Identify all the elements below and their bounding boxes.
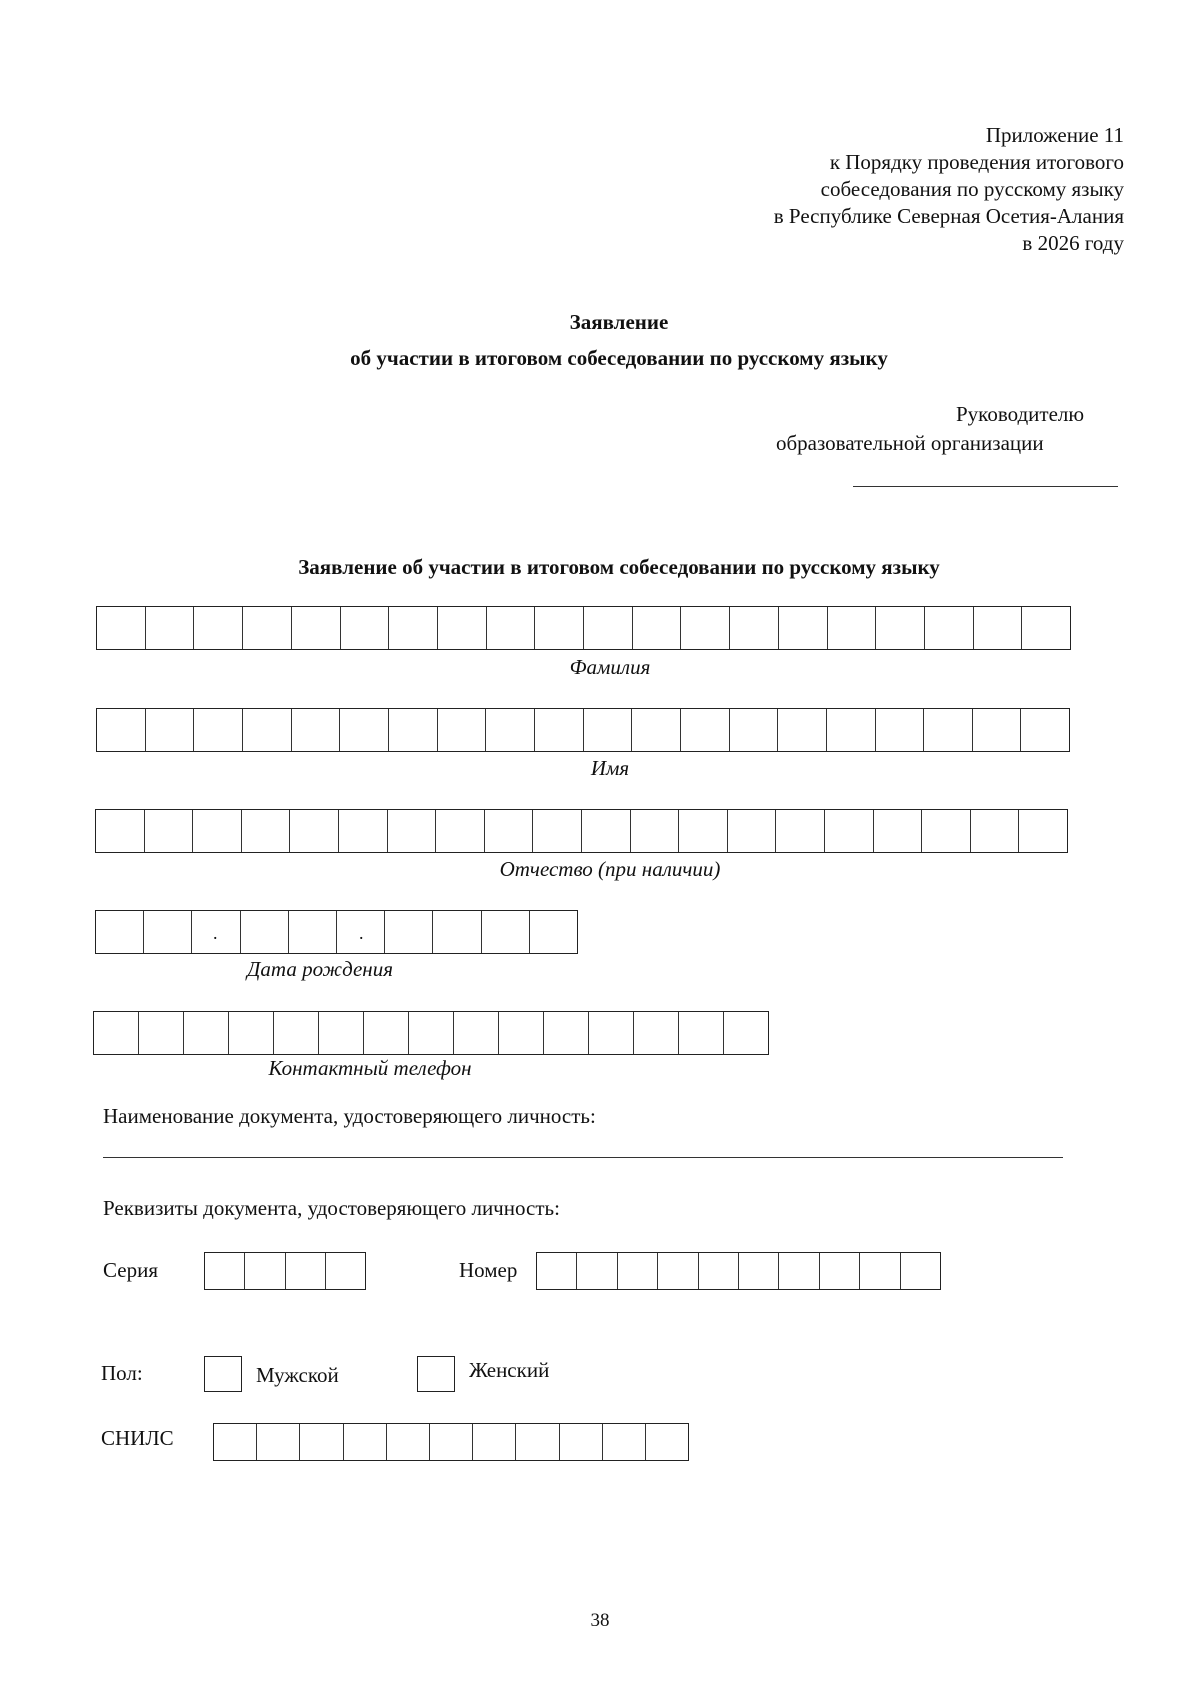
input-cell[interactable]	[273, 1012, 318, 1054]
input-cell[interactable]	[481, 911, 529, 953]
page-number: 38	[590, 1610, 610, 1631]
name-caption: Имя	[590, 756, 630, 780]
input-cell[interactable]	[559, 1424, 602, 1460]
patronymic-caption: Отчество (при наличии)	[499, 857, 721, 881]
input-cell[interactable]	[583, 709, 632, 751]
input-cell[interactable]	[778, 607, 827, 649]
appendix-block	[774, 122, 1124, 257]
input-cell[interactable]	[318, 1012, 363, 1054]
input-cell[interactable]	[145, 709, 194, 751]
phone-caption: Контактный телефон	[268, 1056, 472, 1080]
input-cell[interactable]	[588, 1012, 633, 1054]
input-cell[interactable]	[972, 709, 1021, 751]
input-cell[interactable]	[244, 1253, 284, 1289]
input-cell[interactable]	[183, 1012, 228, 1054]
input-cell[interactable]	[205, 1253, 244, 1289]
input-cell[interactable]	[386, 1424, 429, 1460]
input-cell[interactable]	[242, 607, 291, 649]
form-title: Заявление об участии в итоговом собеседовании по русскому языку	[298, 555, 940, 579]
input-cell[interactable]	[729, 709, 778, 751]
input-cell[interactable]	[1020, 709, 1069, 751]
input-cell[interactable]	[242, 709, 291, 751]
birthdate-caption: Дата рождения	[247, 957, 393, 981]
input-cell[interactable]	[727, 810, 776, 852]
input-cell[interactable]	[241, 810, 290, 852]
input-cell[interactable]	[138, 1012, 183, 1054]
input-cell[interactable]	[192, 810, 241, 852]
input-cell[interactable]	[515, 1424, 558, 1460]
input-cell[interactable]	[432, 911, 480, 953]
appendix-line: к Порядку проведения итогового	[829, 150, 1124, 174]
input-cell[interactable]	[875, 607, 924, 649]
input-cell[interactable]	[291, 709, 340, 751]
input-cell[interactable]	[388, 607, 437, 649]
date-separator-dot: .	[213, 923, 218, 943]
input-cell[interactable]	[437, 709, 486, 751]
input-cell[interactable]	[602, 1424, 645, 1460]
input-cell[interactable]	[340, 607, 389, 649]
input-cell[interactable]	[583, 607, 632, 649]
input-cell[interactable]	[875, 709, 924, 751]
phone-field[interactable]	[93, 1011, 769, 1055]
input-cell[interactable]	[630, 810, 679, 852]
input-cell[interactable]	[529, 911, 577, 953]
input-cell[interactable]	[144, 810, 193, 852]
input-cell[interactable]	[285, 1253, 325, 1289]
input-cell[interactable]	[343, 1424, 386, 1460]
recipient-name-line[interactable]	[853, 486, 1118, 487]
birthdate-field[interactable]	[95, 910, 578, 954]
surname-caption: Фамилия	[569, 655, 651, 679]
input-cell[interactable]	[723, 1012, 768, 1054]
date-separator-dot: .	[359, 923, 364, 943]
input-cell[interactable]	[657, 1253, 697, 1289]
input-cell[interactable]	[363, 1012, 408, 1054]
input-cell[interactable]	[900, 1253, 940, 1289]
name-field[interactable]	[96, 708, 1070, 752]
input-cell[interactable]	[973, 607, 1022, 649]
appendix-line: в Республике Северная Осетия-Алания	[773, 204, 1124, 228]
series-field[interactable]	[204, 1252, 366, 1290]
input-cell[interactable]	[576, 1253, 616, 1289]
input-cell[interactable]	[97, 607, 145, 649]
input-cell[interactable]	[921, 810, 970, 852]
female-label: Женский	[469, 1358, 550, 1382]
input-cell[interactable]	[387, 810, 436, 852]
snils-label: СНИЛС	[101, 1426, 174, 1450]
input-cell[interactable]	[97, 709, 145, 751]
input-cell[interactable]	[543, 1012, 588, 1054]
input-cell[interactable]	[859, 1253, 899, 1289]
input-cell[interactable]	[631, 709, 680, 751]
input-cell[interactable]	[388, 709, 437, 751]
input-cell[interactable]	[472, 1424, 515, 1460]
input-cell[interactable]	[778, 1253, 818, 1289]
input-cell[interactable]	[698, 1253, 738, 1289]
input-cell[interactable]	[923, 709, 972, 751]
input-cell[interactable]	[485, 709, 534, 751]
input-cell[interactable]	[193, 709, 242, 751]
input-cell[interactable]	[498, 1012, 543, 1054]
input-cell[interactable]	[291, 607, 340, 649]
input-cell[interactable]	[532, 810, 581, 852]
recipient-line-1: Руководителю	[956, 402, 1085, 426]
input-cell[interactable]	[193, 607, 242, 649]
page-subtitle: об участии в итоговом собеседовании по русскому языку	[350, 346, 888, 370]
input-cell[interactable]	[537, 1253, 576, 1289]
input-cell[interactable]	[1021, 607, 1070, 649]
input-cell[interactable]	[680, 607, 729, 649]
recipient-line-2: образовательной организации	[776, 431, 1044, 455]
input-cell[interactable]	[632, 607, 681, 649]
input-cell[interactable]	[143, 911, 191, 953]
input-cell[interactable]	[96, 911, 143, 953]
appendix-line: в 2026 году	[1022, 231, 1124, 255]
input-cell[interactable]	[633, 1012, 678, 1054]
input-cell[interactable]	[873, 810, 922, 852]
input-cell[interactable]	[299, 1424, 342, 1460]
input-cell[interactable]	[453, 1012, 498, 1054]
id-document-name-line[interactable]	[103, 1157, 1063, 1158]
input-cell[interactable]	[970, 810, 1019, 852]
page-title: Заявление	[569, 310, 669, 334]
id-document-details-label: Реквизиты документа, удостоверяющего личность:	[103, 1196, 560, 1220]
number-field[interactable]	[536, 1252, 941, 1290]
input-cell[interactable]	[729, 607, 778, 649]
input-cell[interactable]	[145, 607, 194, 649]
input-cell[interactable]	[826, 709, 875, 751]
input-cell[interactable]	[289, 810, 338, 852]
input-cell[interactable]	[486, 607, 535, 649]
input-cell[interactable]	[777, 709, 826, 751]
input-cell[interactable]	[240, 911, 288, 953]
input-cell[interactable]	[680, 709, 729, 751]
input-cell[interactable]	[325, 1253, 365, 1289]
input-cell[interactable]	[94, 1012, 138, 1054]
input-cell[interactable]	[534, 709, 583, 751]
id-document-name-label: Наименование документа, удостоверяющего личность:	[103, 1104, 596, 1128]
snils-field[interactable]	[213, 1423, 689, 1461]
surname-field[interactable]	[96, 606, 1071, 650]
input-cell[interactable]	[775, 810, 824, 852]
input-cell[interactable]	[534, 607, 583, 649]
input-cell[interactable]	[581, 810, 630, 852]
input-cell[interactable]	[214, 1424, 256, 1460]
male-checkbox[interactable]	[204, 1356, 242, 1392]
input-cell[interactable]	[645, 1424, 688, 1460]
input-cell[interactable]	[617, 1253, 657, 1289]
input-cell[interactable]	[1018, 810, 1067, 852]
input-cell[interactable]	[339, 709, 388, 751]
input-cell[interactable]	[288, 911, 336, 953]
input-cell[interactable]	[819, 1253, 859, 1289]
number-label: Номер	[459, 1258, 518, 1282]
input-cell[interactable]	[338, 810, 387, 852]
input-cell[interactable]	[738, 1253, 778, 1289]
input-cell[interactable]	[824, 810, 873, 852]
input-cell[interactable]	[228, 1012, 273, 1054]
input-cell[interactable]	[678, 810, 727, 852]
male-label: Мужской	[256, 1363, 339, 1387]
input-cell[interactable]	[384, 911, 432, 953]
appendix-line: Приложение 11	[985, 123, 1124, 147]
input-cell[interactable]	[827, 607, 876, 649]
input-cell[interactable]	[484, 810, 533, 852]
input-cell[interactable]	[429, 1424, 472, 1460]
patronymic-field[interactable]	[95, 809, 1068, 853]
appendix-line: собеседования по русскому языку	[820, 177, 1124, 201]
input-cell[interactable]	[408, 1012, 453, 1054]
input-cell[interactable]	[924, 607, 973, 649]
series-label: Серия	[103, 1258, 158, 1282]
input-cell[interactable]	[256, 1424, 299, 1460]
input-cell[interactable]	[678, 1012, 723, 1054]
gender-label: Пол:	[101, 1361, 143, 1385]
input-cell[interactable]	[96, 810, 144, 852]
input-cell[interactable]	[435, 810, 484, 852]
female-checkbox[interactable]	[417, 1356, 455, 1392]
input-cell[interactable]	[437, 607, 486, 649]
